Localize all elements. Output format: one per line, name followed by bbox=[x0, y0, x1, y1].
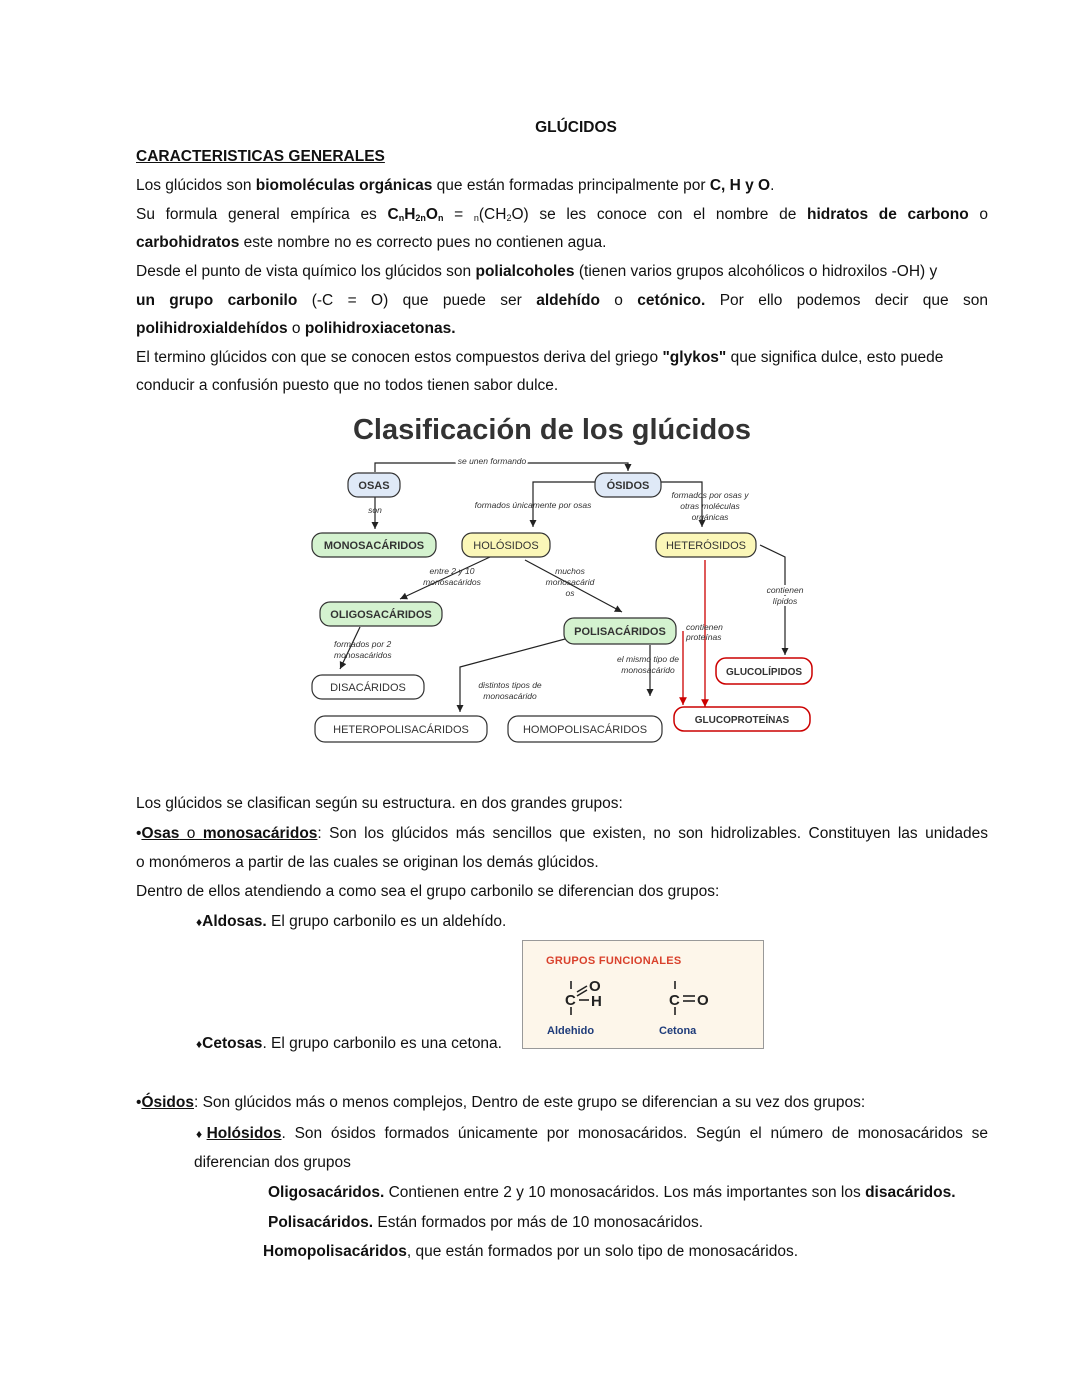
text-bold: Osas bbox=[141, 825, 180, 842]
text-bold: Polisacáridos. bbox=[268, 1214, 374, 1231]
svg-text:GLUCOLÍPIDOS: GLUCOLÍPIDOS bbox=[725, 667, 803, 678]
text-bold: polialcoholes bbox=[475, 263, 575, 280]
text: o bbox=[287, 320, 305, 337]
svg-text:O: O bbox=[589, 978, 601, 995]
page-title: GLÚCIDOS bbox=[535, 119, 617, 136]
label-formados-2: monosacáridos bbox=[334, 650, 392, 660]
label-mismo-tipo: monosacárido bbox=[621, 665, 675, 675]
label-contienen-proteinas: proteínas bbox=[686, 632, 722, 642]
svg-text:OLIGOSACÁRIDOS: OLIGOSACÁRIDOS bbox=[330, 609, 432, 621]
text: o bbox=[599, 292, 638, 309]
holosidos-line-2: diferencian dos grupos bbox=[194, 1154, 351, 1171]
aldosas-item bbox=[196, 913, 506, 931]
text: este nombre no es correcto pues no contienen agua. bbox=[239, 234, 607, 251]
node-holosidos bbox=[462, 533, 550, 557]
svg-text:O: O bbox=[697, 992, 709, 1009]
svg-text:HOLÓSIDOS: HOLÓSIDOS bbox=[473, 540, 539, 552]
label-contienen-lipidos: contienen bbox=[766, 585, 804, 595]
text-bold: hidratos de carbono bbox=[807, 206, 969, 223]
paragraph-8 bbox=[136, 1094, 988, 1112]
classification-diagram bbox=[300, 405, 820, 755]
label-formados-osas: formados por osas y bbox=[671, 490, 749, 500]
text-bold: aldehído bbox=[536, 292, 600, 309]
bullet: • bbox=[136, 825, 142, 842]
text-bold: disacáridos. bbox=[865, 1184, 956, 1201]
node-oligosacaridos bbox=[320, 602, 442, 626]
text: (tienen varios grupos alcohólicos o hidroxilos -OH) y bbox=[574, 263, 938, 280]
oligosacaridos-item bbox=[268, 1184, 956, 1202]
diagram-title: Clasificación de los glúcidos bbox=[352, 414, 752, 446]
text-bold: C, H y O bbox=[709, 177, 771, 194]
text: . El grupo carbonilo es una cetona. bbox=[262, 1035, 502, 1052]
label-muchos: muchos bbox=[555, 566, 585, 576]
node-heteropolisacaridos bbox=[315, 716, 487, 742]
holosidos-line-1 bbox=[196, 1125, 988, 1143]
text-bold: un grupo carbonilo bbox=[136, 292, 298, 309]
paragraph-2-line-2 bbox=[136, 234, 988, 252]
label-son: son bbox=[368, 505, 382, 515]
text-bold: polihidroxiacetonas. bbox=[304, 320, 456, 337]
functional-groups-figure bbox=[522, 940, 764, 1049]
text: Su formula general empírica es bbox=[136, 206, 388, 223]
svg-text:ÓSIDOS: ÓSIDOS bbox=[606, 480, 650, 492]
text-bold: Aldosas. bbox=[202, 913, 267, 930]
svg-text:GLUCOPROTEÍNAS: GLUCOPROTEÍNAS bbox=[694, 715, 790, 726]
label-distintos-tipos: distintos tipos de bbox=[478, 680, 542, 690]
aldehyde-structure bbox=[559, 975, 619, 1025]
diamond-icon: ♦ bbox=[196, 915, 203, 929]
text-bold: Homopolisacáridos bbox=[263, 1243, 407, 1260]
paragraph-3-line-3 bbox=[136, 320, 988, 338]
text: o bbox=[968, 206, 989, 223]
svg-text:C: C bbox=[669, 992, 680, 1009]
svg-text:C: C bbox=[565, 992, 576, 1009]
node-glucoproteinas bbox=[674, 707, 810, 731]
text: El grupo carbonilo es un aldehído. bbox=[266, 913, 507, 930]
text: : Son glúcidos más o menos complejos, Dentro de este grupo se diferencian a su vez dos grupos: bbox=[193, 1094, 866, 1111]
text-bold: carbohidratos bbox=[136, 234, 240, 251]
label-contienen-lipidos: lípidos bbox=[772, 596, 798, 606]
text-bold: biomoléculas orgánicas bbox=[255, 177, 433, 194]
svg-text:POLISACÁRIDOS: POLISACÁRIDOS bbox=[574, 626, 666, 638]
text: : Son los glúcidos más sencillos que existen, no son hidrolizables. Constituyen las unidades bbox=[317, 825, 988, 842]
text-bold: polihidroxialdehídos bbox=[136, 320, 288, 337]
text-bold: Oligosacáridos. bbox=[268, 1184, 385, 1201]
section-heading: CARACTERISTICAS GENERALES bbox=[136, 148, 385, 165]
label-muchos: monosacárid bbox=[545, 577, 595, 587]
node-disacaridos bbox=[312, 675, 424, 699]
paragraph-5: Los glúcidos se clasifican según su estructura. en dos grandes grupos: bbox=[136, 795, 623, 812]
text: Por ello podemos decir que son bbox=[705, 292, 989, 309]
paragraph-3-line-1 bbox=[136, 263, 988, 281]
node-monosacaridos bbox=[312, 533, 436, 557]
diamond-icon: ♦ bbox=[196, 1037, 203, 1051]
text: . bbox=[770, 177, 775, 194]
text: Desde el punto de vista químico los glúcidos son bbox=[136, 263, 476, 280]
svg-text:MONOSACÁRIDOS: MONOSACÁRIDOS bbox=[323, 540, 425, 552]
svg-text:HETEROPOLISACÁRIDOS: HETEROPOLISACÁRIDOS bbox=[333, 724, 469, 736]
paragraph-1 bbox=[136, 177, 988, 195]
svg-text:HETERÓSIDOS: HETERÓSIDOS bbox=[665, 540, 747, 552]
text-bold: Cetosas bbox=[202, 1035, 263, 1052]
label-entre: monosacáridos bbox=[423, 577, 481, 587]
node-osidos bbox=[595, 473, 661, 497]
label-formados-2: formados por 2 bbox=[334, 639, 392, 649]
text: Los glúcidos son bbox=[136, 177, 256, 194]
node-homopolisacaridos bbox=[508, 716, 662, 742]
paragraph-7: Dentro de ellos atendiendo a como sea el grupo carbonilo se diferencian dos grupos: bbox=[136, 883, 720, 900]
text: que están formadas principalmente por bbox=[432, 177, 710, 194]
paragraph-4-line-1 bbox=[136, 349, 988, 367]
cetosas-item bbox=[196, 1035, 502, 1053]
functional-groups-title: GRUPOS FUNCIONALES bbox=[546, 955, 682, 967]
text: El termino glúcidos con que se conocen estos compuestos deriva del griego bbox=[136, 349, 663, 366]
polisacaridos-item bbox=[268, 1214, 703, 1232]
text-bold: cetónico. bbox=[637, 292, 706, 309]
label-formados-osas: otras moléculas bbox=[680, 501, 740, 511]
label-contienen-proteinas: contienen bbox=[686, 622, 723, 632]
svg-text:OSAS: OSAS bbox=[358, 480, 390, 492]
text: (-C = O) que puede ser bbox=[297, 292, 537, 309]
ketone-label: Cetona bbox=[659, 1025, 697, 1037]
paragraph-4-line-2: conducir a confusión puesto que no todos tienen sabor dulce. bbox=[136, 377, 559, 394]
node-osas bbox=[348, 473, 400, 497]
aldehyde-label: Aldehido bbox=[547, 1025, 595, 1037]
node-polisacaridos bbox=[564, 618, 676, 644]
label-mismo-tipo: el mismo tipo de bbox=[617, 654, 679, 664]
homopolisacaridos-item bbox=[263, 1243, 798, 1261]
label-entre: entre 2 y 10 bbox=[429, 566, 475, 576]
label-formados-osas: orgánicas bbox=[691, 512, 729, 522]
text: Contienen entre 2 y 10 monosacáridos. Los más importantes son los bbox=[384, 1184, 866, 1201]
text-bold: monosacáridos bbox=[202, 825, 318, 842]
svg-text:H: H bbox=[591, 993, 602, 1010]
paragraph-3-line-2 bbox=[136, 292, 988, 310]
text: , que están formados por un solo tipo de monosacáridos. bbox=[406, 1243, 799, 1260]
text: . Son ósidos formados únicamente por monosacáridos. Según el número de monosacáridos se bbox=[281, 1125, 988, 1142]
label-muchos: os bbox=[565, 588, 575, 598]
label-distintos-tipos: monosacárido bbox=[483, 691, 537, 701]
svg-text:DISACÁRIDOS: DISACÁRIDOS bbox=[330, 682, 406, 694]
svg-text:HOMOPOLISACÁRIDOS: HOMOPOLISACÁRIDOS bbox=[522, 724, 648, 736]
paragraph-2-line-1: Su formula general empírica es $C_nH_{2n}O_n = _n(CH_2O)$ se les conoce con el nombre de hidratos de carbono o bbox=[136, 206, 989, 223]
bullet: • bbox=[136, 1094, 142, 1111]
text-bold: Ósidos bbox=[141, 1094, 194, 1111]
node-heterosidos bbox=[656, 533, 756, 557]
paragraph-6-line-1 bbox=[136, 825, 988, 843]
text-bold: Holósidos bbox=[206, 1125, 282, 1142]
text: que significa dulce, esto puede bbox=[726, 349, 944, 366]
text: Están formados por más de 10 monosacáridos. bbox=[373, 1214, 704, 1231]
text-bold: "glykos" bbox=[662, 349, 727, 366]
ketone-structure bbox=[663, 975, 723, 1025]
diamond-icon: ♦ bbox=[196, 1127, 207, 1141]
label-se-unen: se unen formando bbox=[457, 456, 527, 466]
formula: $C_nH_{2n}O_n$ bbox=[387, 206, 444, 223]
paragraph-6-line-2: o monómeros a partir de las cuales se originan los demás glúcidos. bbox=[136, 854, 599, 871]
node-glucolipidos bbox=[716, 658, 812, 684]
text: o bbox=[179, 825, 203, 842]
label-formados-unicamente: formados únicamente por osas bbox=[474, 500, 592, 510]
